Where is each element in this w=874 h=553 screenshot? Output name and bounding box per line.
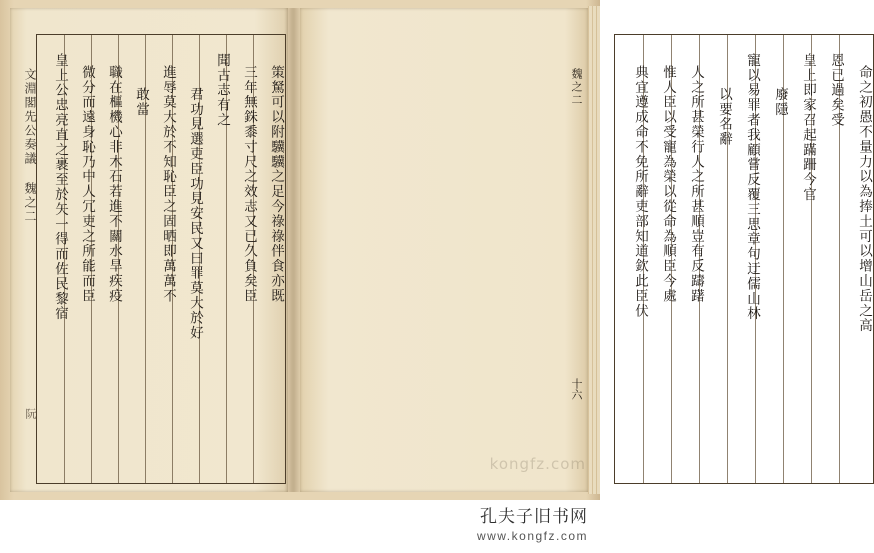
text-column: 廢隱 [772,87,788,117]
text-column: 寵以易罪者我顧嘗反覆三思章句迂儒山林 [744,53,760,322]
text-column: 微分而遠身恥乃中人冗吏之所能而臣 [79,65,95,304]
text-column: 職在樞機心非木石若進不關水旱疾疫 [106,65,122,304]
right-text-frame [614,34,874,484]
right-page [300,8,872,492]
text-column: 聞古志有之 [214,53,230,128]
text-column: 三年無銖黍寸尺之效志又已久負矣臣 [241,65,257,304]
text-column: 皇上公忠亮直之裹至於矢一得而佐民黎宿 [52,53,68,322]
left-page [10,8,288,492]
text-column: 皇上即家召起蹣跚今官 [800,53,816,202]
seal-mark: 阮 [24,408,36,419]
spine-title: 文淵閣先公奏議 魏之二 [23,68,37,224]
text-column: 人之所甚榮行人之所甚順豈有反躊躇 [688,65,704,304]
text-column: 敢當 [133,87,149,117]
text-column: 以要名辭 [716,87,732,147]
watermark-ghost: kongfz.com [489,455,586,473]
center-column-title: 魏之二 [570,68,582,107]
watermark-site-url: www.kongfz.com [476,529,588,543]
left-text-frame [36,34,286,484]
watermark [477,502,588,543]
text-column: 典宜遵成命不免所辭吏部知道欽此臣伏 [632,65,648,319]
text-column: 進辱莫大於不知恥臣之固晒即萬萬不 [160,65,176,304]
folio-number: 十六 [570,378,582,400]
watermark-bar [0,500,600,553]
text-column: 惟人臣以受寵為榮以從命為順臣今處 [660,65,676,304]
watermark-site-name: 孔夫子旧书网 [480,507,588,527]
text-column: 命之初愚不量力以為捧土可以增山岳之高 [856,65,872,334]
page-edge-stack [588,6,600,494]
text-column: 策駑可以附驥驥之足今祿祿伴食亦既 [268,65,284,304]
text-column: 恩已過矣受 [828,53,844,128]
text-column: 君功見選吏臣功見安民又曰罪莫大於好 [187,87,203,341]
